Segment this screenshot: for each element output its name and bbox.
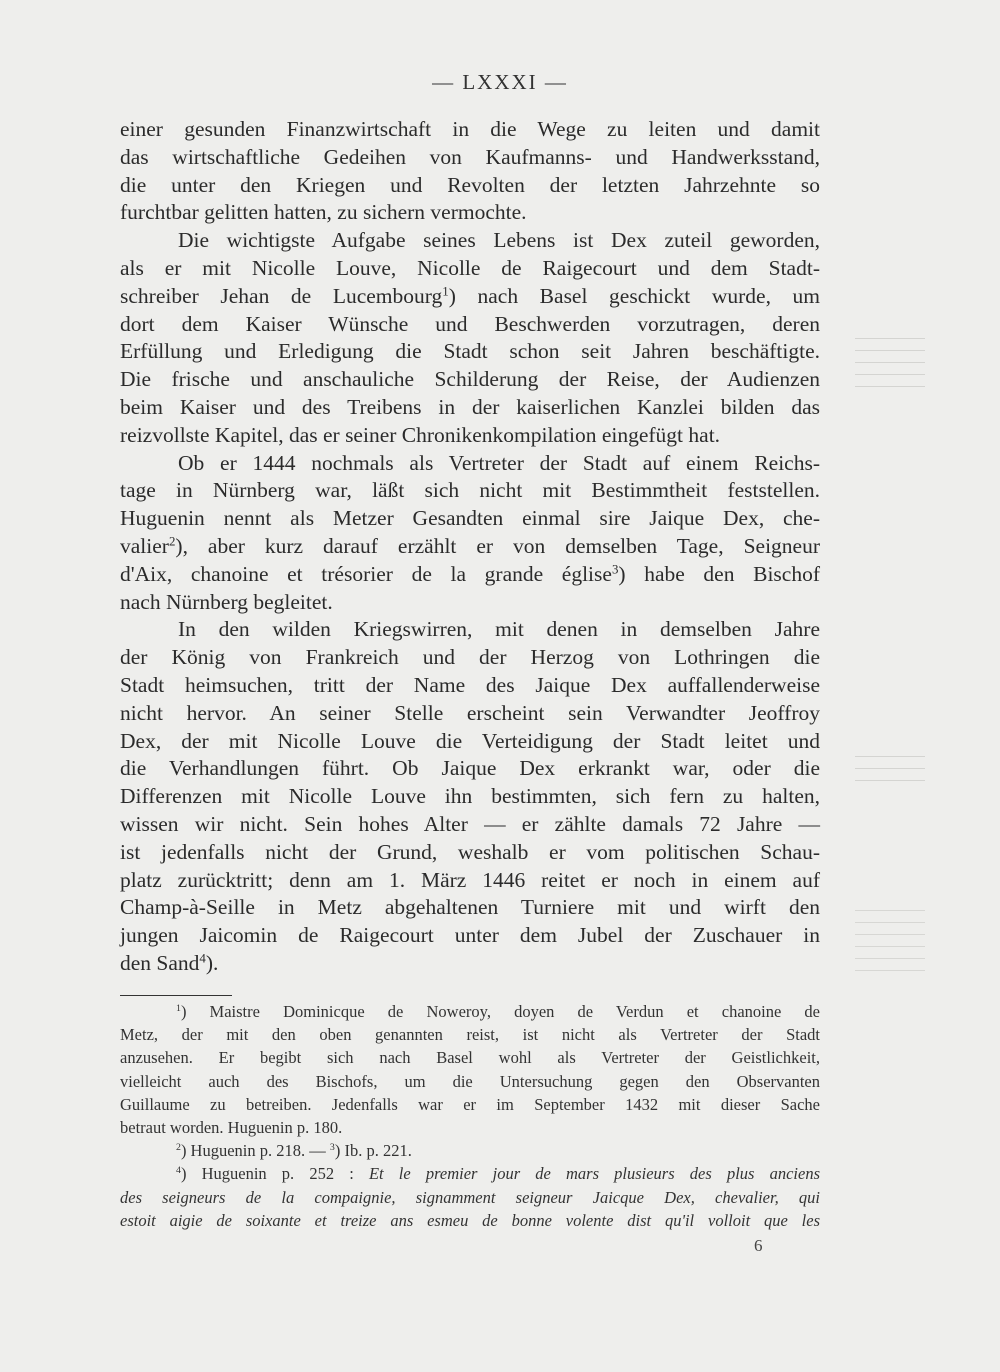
text-fragment: ) Ib. p. 221.: [334, 1141, 412, 1161]
text-line: nicht hervor. An seiner Stelle erscheint sein Verwandter Jeoffroy: [120, 700, 820, 725]
quote-fragment: des seigneurs de la compaignie, signamment seigneur Jaicque Dex, chevalier, qui: [120, 1187, 820, 1207]
text-fragment: ) Huguenin p. 218. —: [180, 1141, 330, 1161]
footnote-marker: 1: [176, 1003, 181, 1015]
footnote-ref[interactable]: 4: [199, 951, 206, 966]
text-line: wissen wir nicht. Sein hohes Alter — er zählte damals 72 Jahre —: [120, 811, 820, 836]
text-fragment: den Sand: [120, 950, 200, 975]
footnote-line: Guillaume zu betreiben. Jedenfalls war er im September 1432 mit dieser Sache: [120, 1094, 820, 1114]
text-fragment: ) habe den Bischof: [618, 561, 821, 586]
text-line: Die wichtigste Aufgabe seines Lebens ist Dex zuteil geworden,: [178, 228, 820, 253]
signature-mark: 6: [754, 1236, 763, 1255]
text-line: das wirtschaftliche Gedeihen von Kaufmanns- und Handwerksstand,: [120, 144, 820, 169]
text-line: Stadt heimsuchen, tritt der Name des Jaique Dex auffallenderweise: [120, 672, 820, 697]
text-fragment: ).: [205, 950, 219, 975]
footnote-ref[interactable]: 3: [611, 562, 619, 577]
text-line: einer gesunden Finanzwirtschaft in die Wege zu leiten und damit: [120, 117, 820, 141]
footnote-marker: 3: [329, 1142, 335, 1154]
footnote-marker: 2: [176, 1142, 181, 1154]
text-line: platz zurücktritt; denn am 1. März 1446 reitet er noch in einem auf: [120, 867, 820, 892]
text-fragment: d'Aix, chanoine et trésorier de la grande église: [120, 561, 612, 586]
footnote-marker: 4: [176, 1165, 181, 1177]
text-line: Die frische und anschauliche Schilderung der Reise, der Audienzen: [120, 367, 820, 392]
bleed-through-marginalia: [855, 756, 925, 786]
text-fragment: ) nach Basel geschickt wurde, um: [448, 283, 821, 308]
text-line: die Verhandlungen führt. Ob Jaique Dex erkrankt war, oder die: [120, 756, 820, 781]
footnote-divider: [120, 995, 232, 996]
main-text: [120, 116, 820, 978]
footnote-line: anzusehen. Er begibt sich nach Basel wohl als Vertreter der Geistlichkeit,: [120, 1048, 820, 1068]
footnote-line: [120, 1139, 820, 1162]
text-line: ist jedenfalls nicht der Grund, weshalb er vom politischen Schau-: [120, 839, 820, 864]
text-line: Erfüllung und Erledigung die Stadt schon seit Jahren beschäftigte.: [120, 339, 820, 364]
text-line: Ob er 1444 nochmals als Vertreter der Stadt auf einem Reichs-: [178, 450, 820, 475]
quote-fragment: Et le premier jour de mars plusieurs des plus anciens: [368, 1164, 820, 1184]
footnote-line: [120, 1186, 820, 1209]
text-line: reizvollste Kapitel, das er seiner Chronikenkompilation eingefügt hat.: [120, 422, 721, 447]
text-fragment: valier: [120, 533, 169, 558]
text-line: [120, 533, 820, 561]
text-line: [120, 561, 820, 589]
footnote-line: betraut worden. Huguenin p. 180.: [120, 1118, 343, 1138]
text-fragment: schreiber Jehan de Lucembourg: [120, 283, 443, 308]
text-fragment: ), aber kurz darauf erzählt er von demselben Tage, Seigneur: [175, 533, 820, 558]
text-line: dort dem Kaiser Wünsche und Beschwerden vorzutragen, deren: [120, 311, 820, 336]
text-fragment: ) Maistre Dominicque de Noweroy, doyen de Verdun et chanoine de: [180, 1002, 820, 1021]
footnote-line: [120, 1000, 820, 1023]
text-line: In den wilden Kriegswirren, mit denen in demselben Jahre: [178, 617, 820, 642]
footnote-line: vielleicht auch des Bischofs, um die Untersuchung gegen den Observanten: [120, 1071, 820, 1091]
text-line: als er mit Nicolle Louve, Nicolle de Raigecourt und dem Stadt-: [120, 255, 820, 280]
text-line: Dex, der mit Nicolle Louve die Verteidigung der Stadt leitet und: [120, 728, 820, 753]
text-line: Differenzen mit Nicolle Louve ihn bestimmten, sich fern zu halten,: [120, 784, 820, 809]
footnote-line: [120, 1209, 820, 1232]
text-line: Huguenin nennt als Metzer Gesandten einmal sire Jaique Dex, che-: [120, 506, 820, 531]
text-line: tage in Nürnberg war, läßt sich nicht mit Bestimmtheit feststellen.: [120, 478, 820, 503]
text-line: [120, 283, 820, 311]
text-line: der König von Frankreich und der Herzog von Lothringen die: [120, 645, 820, 670]
footnote-ref[interactable]: 2: [168, 534, 176, 549]
running-header: — LXXXI —: [432, 70, 568, 94]
text-line: die unter den Kriegen und Revolten der letzten Jahrzehnte so: [120, 172, 820, 197]
text-line: furchtbar gelitten hatten, zu sichern vermochte.: [120, 200, 527, 225]
footnote-ref[interactable]: 1: [442, 284, 449, 299]
footnote-line: Metz, der mit den oben genannten reist, ist nicht als Vertreter der Stadt: [120, 1025, 820, 1045]
text-line: beim Kaiser und des Treibens in der kaiserlichen Kanzlei bilden das: [120, 394, 820, 419]
text-line: [120, 950, 820, 978]
footnote-line: [120, 1162, 820, 1185]
bleed-through-marginalia: [855, 338, 925, 388]
footnotes: [120, 1000, 820, 1232]
quote-fragment: estoit aigie de soixante et treize ans esmeu de bonne volente dist qu'il volloit que les: [120, 1210, 820, 1230]
text-fragment: ) Huguenin p. 252 :: [180, 1164, 369, 1184]
text-line: Champ-à-Seille in Metz abgehaltenen Turniere mit und wirft den: [120, 895, 820, 920]
text-line: nach Nürnberg begleitet.: [120, 589, 333, 614]
text-line: jungen Jaicomin de Raigecourt unter dem Jubel der Zuschauer in: [120, 923, 820, 948]
bleed-through-marginalia: [855, 910, 925, 980]
